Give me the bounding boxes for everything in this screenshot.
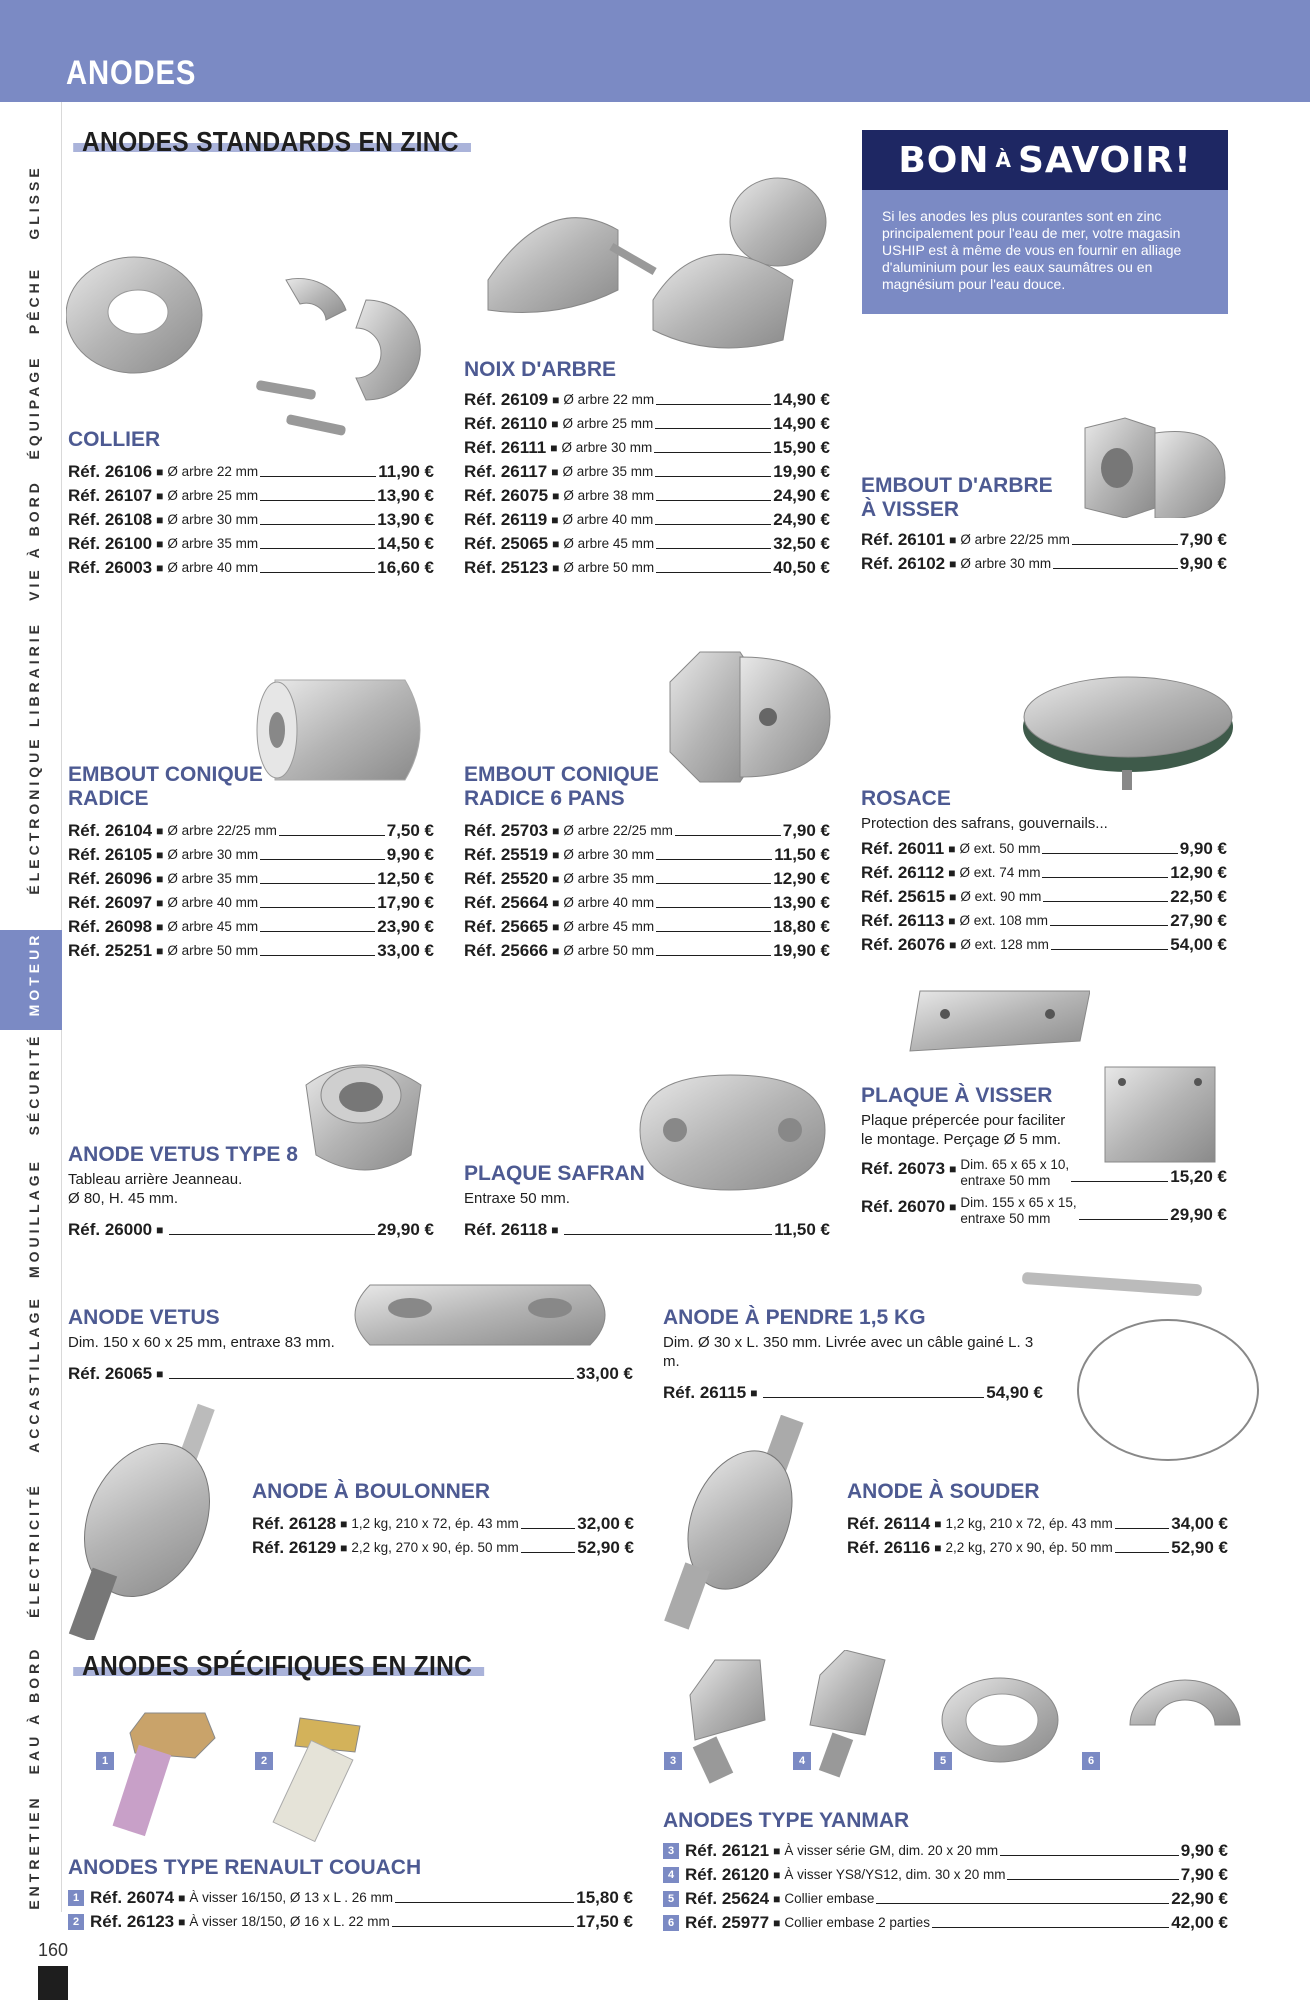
- anode-vetus8-block: [68, 1143, 434, 1242]
- price-row: Réf. 26073 ■ Dim. 65 x 65 x 10, entraxe 50 mm 15,20 €: [861, 1157, 1227, 1188]
- anodes-renault-block: [68, 1856, 633, 1934]
- conique6-title-2: RADICE 6 PANS: [464, 787, 625, 810]
- conique-title-1: EMBOUT CONIQUE: [68, 763, 263, 786]
- price-row: Réf. 26104 ■ Ø arbre 22/25 mm 7,50 €: [68, 821, 434, 840]
- noix-price-list: [464, 388, 830, 580]
- section-title-specifiques: ANODES SPÉCIFIQUES EN ZINC: [82, 1650, 472, 1682]
- price-row: Réf. 26076 ■ Ø ext. 128 mm 54,00 €: [861, 935, 1227, 954]
- sidebar-item-securite[interactable]: SÉCURITÉ: [26, 1032, 42, 1136]
- renault-price-list: [68, 1886, 633, 1934]
- price-row: 5 Réf. 25624 ■ Collier embase 22,90 €: [663, 1887, 1228, 1911]
- embout-visser-title-2: À VISSER: [861, 498, 960, 521]
- price-row: Réf. 26000 ■ 29,90 €: [68, 1220, 434, 1239]
- plaque-visser-price-list: [861, 1157, 1227, 1227]
- price-row: Réf. 25519 ■ Ø arbre 30 mm 11,50 €: [464, 845, 830, 864]
- price-row: Réf. 26128 ■ 1,2 kg, 210 x 72, ép. 43 mm 32,00 €: [252, 1514, 634, 1533]
- badge-2: 2: [255, 1752, 273, 1770]
- sidebar-item-eau-a-bord[interactable]: EAU À BORD: [26, 1645, 42, 1775]
- price-row: Réf. 26098 ■ Ø arbre 45 mm 23,90 €: [68, 917, 434, 936]
- anode-pendre-image: [1020, 1270, 1265, 1470]
- page-title: ANODES: [66, 54, 197, 92]
- badge-3: 3: [664, 1752, 682, 1770]
- price-row: Réf. 26117 ■ Ø arbre 35 mm 19,90 €: [464, 462, 830, 481]
- yanmar-price-list: [663, 1839, 1228, 1935]
- sidebar-item-electricite[interactable]: ÉLECTRICITÉ: [26, 1482, 42, 1618]
- row-desc: Dim. 65 x 65 x 10, entraxe 50 mm: [960, 1157, 1070, 1188]
- price-row: Réf. 26115 ■ 54,90 €: [663, 1383, 1043, 1402]
- sidebar-item-librairie[interactable]: LIBRAIRIE: [26, 621, 42, 727]
- price-row: 1 Réf. 26074 ■ À visser 16/150, Ø 13 x L . 26 mm 15,80 €: [68, 1886, 633, 1910]
- price-row: 2 Réf. 26123 ■ À visser 18/150, Ø 16 x L. 22 mm 17,50 €: [68, 1910, 633, 1934]
- embout-conique-block: [68, 763, 434, 963]
- yanmar-title: ANODES TYPE YANMAR: [663, 1809, 910, 1832]
- price-row: Réf. 25703 ■ Ø arbre 22/25 mm 7,90 €: [464, 821, 830, 840]
- embout-visser-block: [861, 474, 1227, 576]
- price-row: Réf. 26065 ■ 33,00 €: [68, 1364, 633, 1383]
- souder-price-list: [847, 1512, 1228, 1560]
- conique-title-2: RADICE: [68, 787, 149, 810]
- anodes-yanmar-block: [663, 1809, 1228, 1935]
- badge-6: 6: [1082, 1752, 1100, 1770]
- conique6-title-1: EMBOUT CONIQUE: [464, 763, 659, 786]
- anodes-renault-image: [100, 1708, 400, 1848]
- badge-1: 1: [96, 1752, 114, 1770]
- collier-image: [66, 240, 456, 450]
- plaque-visser-desc-2: le montage. Perçage Ø 5 mm.: [861, 1131, 1062, 1148]
- conique6-price-list: [464, 819, 830, 963]
- price-row: Réf. 26070 ■ Dim. 155 x 65 x 15, entraxe 50 mm 29,90 €: [861, 1195, 1227, 1226]
- price-row: Réf. 25065 ■ Ø arbre 45 mm 32,50 €: [464, 534, 830, 553]
- price-row: Réf. 26110 ■ Ø arbre 25 mm 14,90 €: [464, 414, 830, 433]
- plaque-visser-title: PLAQUE À VISSER: [861, 1084, 1053, 1107]
- price-row: Réf. 26100 ■ Ø arbre 35 mm 14,50 €: [68, 534, 434, 553]
- price-row: Réf. 26096 ■ Ø arbre 35 mm 12,50 €: [68, 869, 434, 888]
- rosace-block: [861, 787, 1227, 957]
- price-row: Réf. 26102 ■ Ø arbre 30 mm 9,90 €: [861, 554, 1227, 573]
- price-row: Réf. 25123 ■ Ø arbre 50 mm 40,50 €: [464, 558, 830, 577]
- anode-pendre-block: [663, 1306, 1043, 1405]
- rosace-title: ROSACE: [861, 787, 951, 810]
- price-row: Réf. 26129 ■ 2,2 kg, 270 x 90, ép. 50 mm 52,90 €: [252, 1538, 634, 1557]
- collier-block: [68, 428, 434, 580]
- pendre-title: ANODE À PENDRE 1,5 KG: [663, 1306, 926, 1329]
- price-row: Réf. 26101 ■ Ø arbre 22/25 mm 7,90 €: [861, 530, 1227, 549]
- price-row: Réf. 26097 ■ Ø arbre 40 mm 17,90 €: [68, 893, 434, 912]
- price-row: Réf. 26108 ■ Ø arbre 30 mm 13,90 €: [68, 510, 434, 529]
- rosace-price-list: [861, 837, 1227, 957]
- embout-conique-6pans-block: [464, 763, 830, 963]
- anode-souder-block: [847, 1480, 1228, 1560]
- vetus8-desc-1: Tableau arrière Jeanneau.: [68, 1171, 243, 1188]
- price-row: 3 Réf. 26121 ■ À visser série GM, dim. 20 x 20 mm 9,90 €: [663, 1839, 1228, 1863]
- badge-4: 4: [793, 1752, 811, 1770]
- anode-boulonner-block: [252, 1480, 634, 1560]
- plaque-visser-block: [861, 1084, 1227, 1227]
- price-row: Réf. 26111 ■ Ø arbre 30 mm 15,90 €: [464, 438, 830, 457]
- vetus8-desc-2: Ø 80, H. 45 mm.: [68, 1190, 179, 1207]
- sidebar-item-vie-a-bord[interactable]: VIE À BORD: [26, 479, 42, 601]
- conique-price-list: [68, 819, 434, 963]
- noix-title: NOIX D'ARBRE: [464, 358, 617, 381]
- price-row: Réf. 26003 ■ Ø arbre 40 mm 16,60 €: [68, 558, 434, 577]
- plaque-visser-desc-1: Plaque prépercée pour faciliter: [861, 1112, 1066, 1129]
- price-row: 6 Réf. 25977 ■ Collier embase 2 parties 42,00 €: [663, 1911, 1228, 1935]
- sidebar-item-moteur[interactable]: MOTEUR: [26, 931, 42, 1017]
- pendre-desc: Dim. Ø 30 x L. 350 mm. Livrée avec un câble gainé L. 3 m.: [663, 1334, 1034, 1370]
- price-row: Réf. 26114 ■ 1,2 kg, 210 x 72, ép. 43 mm 34,00 €: [847, 1514, 1228, 1533]
- plaque-visser-long-image: [900, 986, 1090, 1064]
- price-row: Réf. 26075 ■ Ø arbre 38 mm 24,90 €: [464, 486, 830, 505]
- anode-souder-image: [660, 1415, 830, 1630]
- sidebar-item-equipage[interactable]: ÉQUIPAGE: [26, 354, 42, 460]
- price-row: Réf. 26107 ■ Ø arbre 25 mm 13,90 €: [68, 486, 434, 505]
- rosace-desc: Protection des safrans, gouvernails...: [861, 815, 1108, 832]
- price-row: Réf. 25251 ■ Ø arbre 50 mm 33,00 €: [68, 941, 434, 960]
- price-row: Réf. 25665 ■ Ø arbre 45 mm 18,80 €: [464, 917, 830, 936]
- page-number: 160: [38, 1940, 69, 1960]
- price-row: Réf. 26109 ■ Ø arbre 22 mm 14,90 €: [464, 390, 830, 409]
- badge-5: 5: [934, 1752, 952, 1770]
- page-corner-block: [38, 1966, 68, 2000]
- safran-desc: Entraxe 50 mm.: [464, 1190, 570, 1207]
- sidebar-item-entretien[interactable]: ENTRETIEN: [26, 1794, 42, 1910]
- price-row: Réf. 26011 ■ Ø ext. 50 mm 9,90 €: [861, 839, 1227, 858]
- safran-title: PLAQUE SAFRAN: [464, 1162, 645, 1185]
- vetus-title: ANODE VETUS: [68, 1306, 220, 1329]
- price-row: Réf. 26118 ■ 11,50 €: [464, 1220, 830, 1239]
- collier-price-list: [68, 460, 434, 580]
- embout-visser-price-list: [861, 528, 1227, 576]
- souder-title: ANODE À SOUDER: [847, 1480, 1040, 1503]
- price-row: Réf. 26112 ■ Ø ext. 74 mm 12,90 €: [861, 863, 1227, 882]
- noix-arbre-block: [464, 358, 830, 580]
- sidebar-item-electronique[interactable]: ÉLECTRONIQUE: [26, 735, 42, 895]
- price-row: Réf. 25520 ■ Ø arbre 35 mm 12,90 €: [464, 869, 830, 888]
- bon-a-savoir-title: BON À SAVOIR!: [862, 130, 1228, 190]
- embout-visser-title-1: EMBOUT D'ARBRE: [861, 474, 1053, 497]
- sidebar-item-mouillage[interactable]: MOUILLAGE: [26, 1158, 42, 1278]
- price-row: Réf. 25666 ■ Ø arbre 50 mm 19,90 €: [464, 941, 830, 960]
- category-sidebar: [0, 102, 62, 1912]
- price-row: Réf. 26119 ■ Ø arbre 40 mm 24,90 €: [464, 510, 830, 529]
- anodes-yanmar-image: [680, 1650, 1260, 1790]
- boulonner-price-list: [252, 1512, 634, 1560]
- noix-arbre-image: [478, 160, 848, 360]
- anode-boulonner-image: [62, 1400, 247, 1640]
- bon-a-savoir-box: [862, 130, 1228, 314]
- collier-title: COLLIER: [68, 428, 161, 451]
- price-row: 4 Réf. 26120 ■ À visser YS8/YS12, dim. 30 x 20 mm 7,90 €: [663, 1863, 1228, 1887]
- bon-a-savoir-text: Si les anodes les plus courantes sont en zinc principalement pour l'eau de mer, votre magasin USHIP est à même de vous en fournir en alliage d'aluminium pour les eaux saumâtres ou en magnésium pour l'eau douce.: [882, 208, 1182, 292]
- boulonner-title: ANODE À BOULONNER: [252, 1480, 491, 1503]
- section-title-standards: ANODES STANDARDS EN ZINC: [82, 126, 459, 158]
- price-row: Réf. 26106 ■ Ø arbre 22 mm 11,90 €: [68, 462, 434, 481]
- sidebar-item-peche[interactable]: PÊCHE: [26, 265, 42, 335]
- anode-vetus-block: [68, 1306, 633, 1386]
- vetus8-title: ANODE VETUS TYPE 8: [68, 1143, 298, 1166]
- plaque-safran-block: [464, 1162, 830, 1242]
- price-row: Réf. 25664 ■ Ø arbre 40 mm 13,90 €: [464, 893, 830, 912]
- price-row: Réf. 26116 ■ 2,2 kg, 270 x 90, ép. 50 mm 52,90 €: [847, 1538, 1228, 1557]
- price-row: Réf. 26113 ■ Ø ext. 108 mm 27,90 €: [861, 911, 1227, 930]
- sidebar-item-glisse[interactable]: GLISSE: [26, 164, 42, 240]
- vetus-desc: Dim. 150 x 60 x 25 mm, entraxe 83 mm.: [68, 1334, 335, 1351]
- price-row: Réf. 25615 ■ Ø ext. 90 mm 22,50 €: [861, 887, 1227, 906]
- sidebar-item-accastillage[interactable]: ACCASTILLAGE: [26, 1295, 42, 1453]
- page-header: [0, 0, 1310, 102]
- renault-title: ANODES TYPE RENAULT COUACH: [68, 1856, 422, 1879]
- price-row: Réf. 26105 ■ Ø arbre 30 mm 9,90 €: [68, 845, 434, 864]
- row-desc: Dim. 155 x 65 x 15, entraxe 50 mm: [960, 1195, 1077, 1226]
